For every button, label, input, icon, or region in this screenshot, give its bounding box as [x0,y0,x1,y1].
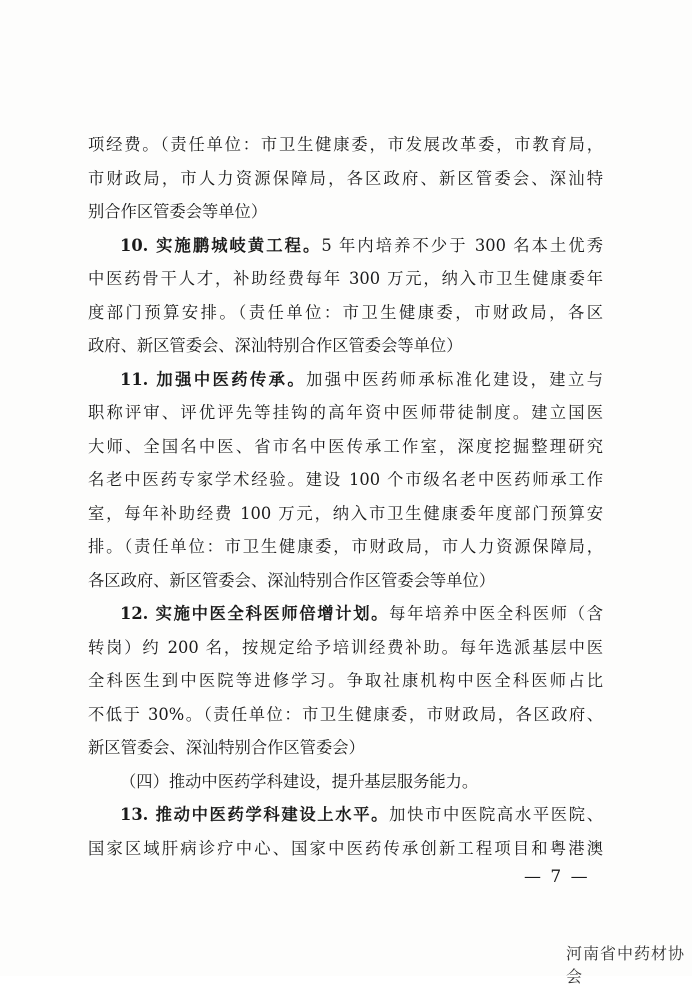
text-line: 转岗）约 200 名，按规定给予培训经费补助。每年选派基层中医 [88,637,603,657]
text-line: 职称评审、评优评先等挂钩的高年资中医师带徒制度。建立国医 [88,403,603,422]
text-line: 中医药骨干人才，补助经费每年 300 万元，纳入市卫生健康委年 [88,269,603,288]
item-12-title: 12. 实施中医全科医师倍增计划。 [120,604,390,623]
text-line: 别合作区管委会等单位） [88,202,268,221]
text-line: 不低于 30%。（责任单位：市卫生健康委，市财政局，各区政府、 [88,704,603,724]
item-12-heading-line: 12. 实施中医全科医师倍增计划。每年培养中医全科医师（含 [120,604,603,623]
item-13-title: 13. 推动中医药学科建设上水平。 [120,805,390,824]
text-line: 大师、全国名中医、省市名中医传承工作室，深度挖掘整理研究 [88,436,603,456]
text-line: 国家区域肝病诊疗中心、国家中医药传承创新工程项目和粤港澳 [88,838,603,858]
item-10-heading-line: 10. 实施鹏城岐黄工程。5 年内培养不少于 300 名本土优秀 [120,235,603,255]
body-text [88,128,603,865]
text-line: 室，每年补助经费 100 万元，纳入市卫生健康委年度部门预算安 [88,503,603,523]
text-line: 市财政局，市人力资源保障局，各区政府、新区管委会、深汕特 [88,168,603,188]
text-line: 全科医生到中医院等进修学习。争取社康机构中医全科医师占比 [88,671,603,690]
watermark-text: 河南省中药材协会 [566,944,686,986]
item-11-title: 11. 加强中医药传承。 [120,369,307,389]
text-line: 各区政府、新区管委会、深汕特别合作区管委会等单位） [88,570,496,590]
text-line: 排。（责任单位：市卫生健康委，市财政局，市人力资源保障局， [88,537,603,556]
item-10-title: 10. 实施鹏城岐黄工程。 [120,235,322,255]
text-line: 政府、新区管委会、深汕特别合作区管委会等单位） [88,336,463,355]
item-11-heading-line: 11. 加强中医药传承。加强中医药师承标准化建设，建立与 [120,369,603,389]
text-line: 项经费。（责任单位：市卫生健康委，市发展改革委，市教育局， [88,135,603,154]
text-line: 度部门预算安排。（责任单位：市卫生健康委，市财政局，各区 [88,302,603,322]
text-line: 新区管委会、深汕特别合作区管委会） [88,738,365,757]
section-heading: （四）推动中医药学科建设，提升基层服务能力。 [120,771,479,791]
text-line: 名老中医药专家学术经验。建设 100 个市级名老中医药师承工作 [88,470,603,489]
page-number: — 7 — [524,867,590,887]
item-13-heading-line: 13. 推动中医药学科建设上水平。加快市中医院高水平医院、 [120,805,603,824]
